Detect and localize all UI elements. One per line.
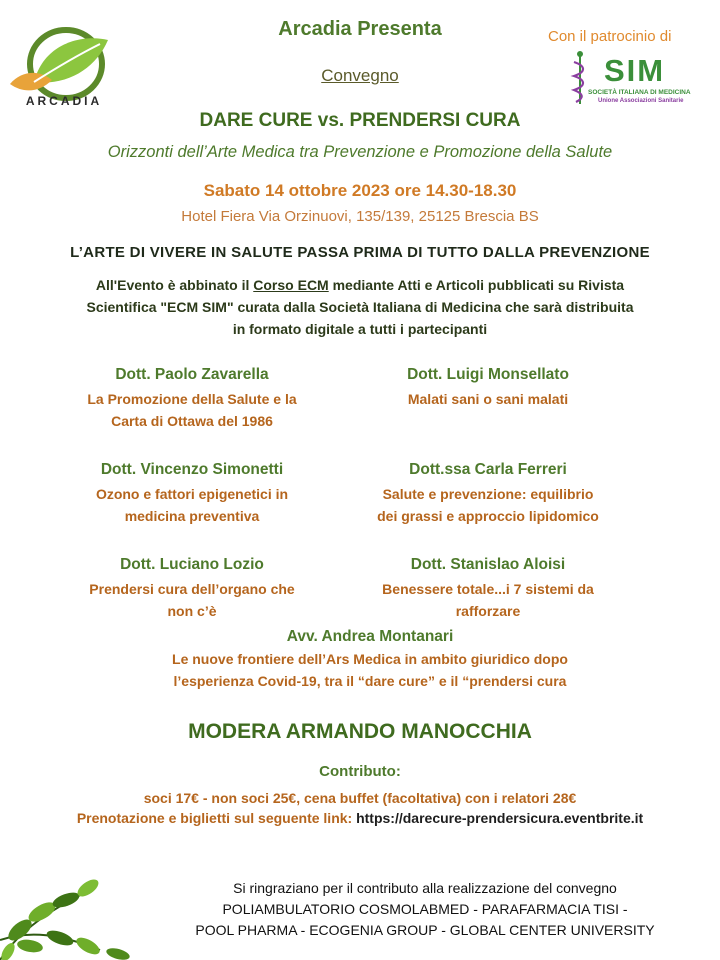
- speaker-block: [52, 554, 332, 622]
- speaker-name: Dott. Luciano Lozio: [120, 556, 264, 573]
- speaker-topic: dei grassi e approccio lipidomico: [377, 508, 599, 524]
- speaker-name: Dott. Paolo Zavarella: [115, 366, 269, 383]
- speaker-name: Dott. Vincenzo Simonetti: [100, 461, 284, 478]
- ecm-line: in formato digitale a tutti i partecipanti: [232, 321, 488, 337]
- ecm-course-link[interactable]: Corso ECM: [253, 277, 329, 293]
- speaker-block: [348, 459, 628, 527]
- speaker-topic: Salute e prevenzione: equilibrio: [382, 486, 594, 502]
- speaker-block: [348, 554, 628, 622]
- speaker-topic: l’esperienza Covid-19, tra il “dare cure” e il “prendersi cura: [173, 673, 567, 689]
- thanks-line: Si ringraziano per il contributo alla realizzazione del convegno: [233, 880, 617, 896]
- logo-text: ARCADIA: [25, 94, 103, 108]
- speaker-topic: medicina preventiva: [124, 508, 260, 524]
- speaker-topic: Carta di Ottawa del 1986: [111, 413, 273, 429]
- speaker-topic: Benessere totale...i 7 sistemi da: [382, 581, 594, 597]
- speaker-block: [80, 626, 660, 692]
- sim-subtitle: SOCIETÀ ITALIANA DI MEDICINA: [588, 89, 691, 96]
- speaker-name: Avv. Andrea Montanari: [286, 628, 454, 645]
- ecm-notice: [0, 274, 720, 340]
- speaker-name: Dott. Stanislao Aloisi: [410, 556, 566, 573]
- booking-link[interactable]: https://darecure-prendersicura.eventbrite.it: [356, 810, 644, 826]
- sim-logo-text: SIM: [604, 53, 666, 88]
- sponsors-line: POOL PHARMA - ECOGENIA GROUP - GLOBAL CENTER UNIVERSITY: [195, 922, 655, 938]
- contribution-prices: soci 17€ - non soci 25€, cena buffet (facoltativa) con i relatori 28€: [143, 790, 577, 806]
- presents-heading: Arcadia Presenta: [278, 18, 442, 40]
- sponsor-label: Con il patrocinio di: [548, 28, 672, 45]
- speaker-name: Dott.ssa Carla Ferreri: [409, 461, 567, 478]
- contribution-label: Contributo:: [319, 763, 401, 780]
- moderator-heading: MODERA ARMANDO MANOCCHIA: [188, 720, 532, 743]
- event-motto: L’ARTE DI VIVERE IN SALUTE PASSA PRIMA DI TUTTO DALLA PREVENZIONE: [70, 244, 650, 261]
- speaker-topic: La Promozione della Salute e la: [87, 391, 297, 407]
- speaker-name: Dott. Luigi Monsellato: [407, 366, 569, 383]
- sponsors-line: POLIAMBULATORIO COSMOLABMED - PARAFARMACIA TISI -: [222, 901, 628, 917]
- speaker-topic: non c’è: [167, 603, 217, 619]
- event-title: DARE CURE vs. PRENDERSI CURA: [199, 110, 521, 131]
- convegno-label: Convegno: [321, 66, 399, 85]
- ecm-line: Scientifica "ECM SIM" curata dalla Società Italiana di Medicina che sarà distribuita: [86, 299, 634, 315]
- event-date: Sabato 14 ottobre 2023 ore 14.30-18.30: [203, 181, 517, 200]
- event-venue: Hotel Fiera Via Orzinuovi, 135/139, 25125 Brescia BS: [181, 208, 539, 225]
- speaker-block: [52, 459, 332, 527]
- speaker-topic: rafforzare: [455, 603, 521, 619]
- ecm-text: mediante Atti e Articoli pubblicati su Rivista: [328, 277, 625, 293]
- ecm-text: All'Evento è abbinato il: [95, 277, 254, 293]
- sim-union: Unione Associazioni Sanitarie: [598, 98, 684, 104]
- speaker-topic: Prendersi cura dell’organo che: [89, 581, 295, 597]
- event-subtitle: Orizzonti dell’Arte Medica tra Prevenzione e Promozione della Salute: [107, 143, 613, 161]
- booking-line: [0, 810, 720, 826]
- speaker-block: [348, 364, 628, 410]
- speaker-topic: Malati sani o sani malati: [407, 391, 569, 407]
- speaker-block: [52, 364, 332, 432]
- speaker-topic: Le nuove frontiere dell’Ars Medica in ambito giuridico dopo: [172, 651, 568, 667]
- thanks-block: [150, 878, 700, 941]
- booking-label: Prenotazione e biglietti sul seguente link:: [76, 810, 357, 826]
- speaker-topic: Ozono e fattori epigenetici in: [95, 486, 289, 502]
